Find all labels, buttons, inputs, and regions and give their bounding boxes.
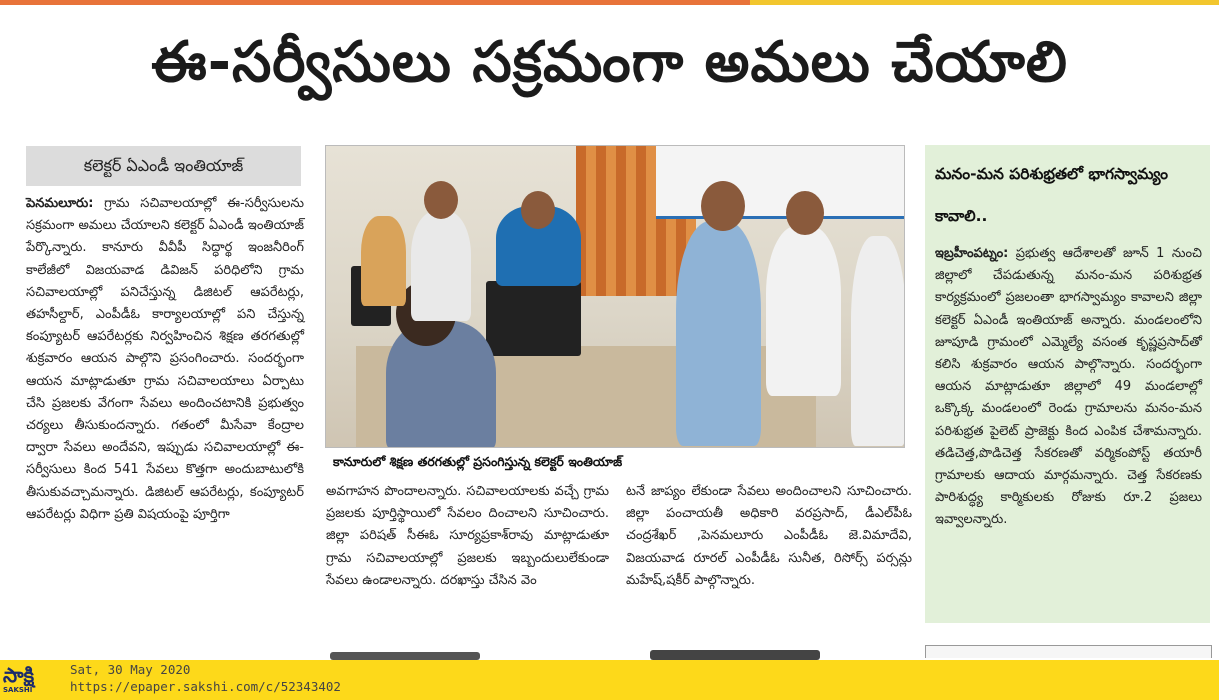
- sidebar-body: [935, 243, 1202, 532]
- sidebar-dateline: ఇబ్రహీంపట్నం:: [935, 246, 1009, 261]
- news-photo: [325, 145, 905, 448]
- next-box-fragment: [925, 645, 1212, 658]
- standing-official-head: [786, 191, 824, 235]
- standing-official-head: [521, 191, 555, 229]
- next-story-fragment: [650, 650, 820, 660]
- computer-monitor-icon: [486, 281, 581, 356]
- article-column-3: టనే జాప్యం లేకుండా సేవలు అందించాలని సూచించారు. జిల్లా పంచాయతీ అధికారి వరప్రసాద్, డీఎల్‌పీఓ చంద్రశేఖర్ ,పెనమలూరు ఎంపీడీఓ జె.విమాదేవి, విజయవాడ రూరల్ ఎంపీడీఓ సునీత, రిసోర్స్ పర్సన్లు మహేష్,షకీర్ పాల్గొన్నారు.: [626, 484, 912, 588]
- footer-bar: [0, 660, 1219, 700]
- article-dateline: పెనమలూరు:: [26, 196, 94, 211]
- photo-caption: కానూరులో శిక్షణ తరగతుల్లో ప్రసంగిస్తున్న కలెక్టర్ ఇంతియాజ్: [333, 454, 623, 469]
- standing-official: [411, 211, 471, 321]
- article-column-1: [26, 193, 304, 526]
- sakshi-logo[interactable]: [3, 664, 63, 696]
- speaking-collector-head: [701, 181, 745, 231]
- top-accent-bar-left: [0, 0, 750, 5]
- photo-banner: [656, 146, 905, 219]
- logo-subtext: SAKSHI: [3, 686, 33, 694]
- sidebar-story: [925, 145, 1210, 623]
- standing-official: [851, 236, 905, 446]
- top-accent-bar-right: [750, 0, 1219, 5]
- sidebar-body-text: ప్రభుత్వ ఆదేశాలతో జూన్ 1 నుంచి జిల్లాలో చేపడుతున్న మనం-మన పరిశుభ్రత కార్యక్రమంలో ప్రజలంతా భాగస్వామ్యం కావాలని జిల్లా కలెక్టర్ ఏఎండీ ఇంతియాజ్ అన్నారు. మండలంలోని జూపూడి గ్రామంలో ఎమ్మెల్యే వసంత కృష్ణప్రసాద్‌తో కలిసి శుక్రవారం ఆయన పాల్గొన్నారు. సందర్భంగా ఆయన మాట్లాడుతూ జిల్లాలో 49 మండలాల్లో ఒక్కొక్క మండలంలో రెండు గ్రామాలను మనం-మన పరిశుభ్రత పైలెట్ ప్రాజెక్టు కింద ఎంపిక చేశామన్నారు. తడిచెత్త,పొడిచెత్త సేకరణతో వర్మికంపోస్ట్ తయారీ గ్రామాలకు ఆదాయ మార్గమన్నారు. చెత్త సేకరణకు పారిశుద్ధ్య కార్మికులకు రోజుకు రూ.2 ప్రజలు ఇవ్వాలన్నారు.: [935, 246, 1202, 528]
- byline: కలెక్టర్ ఏఎండీ ఇంతియాజ్: [26, 146, 301, 186]
- article-column-1-text: గ్రామ సచివాలయాల్లో ఈ-సర్వీసులను సక్రమంగా అమలు చేయాలని కలెక్టర్ ఏఎండీ ఇంతియాజ్ పేర్కొన్నారు. కానూరు వీవీపీ సిద్ధార్థ ఇంజనీరింగ్ కాలేజీలో విజయవాడ డివిజన్ పరిధిలోని గ్రామ సచివాలయాల్లో పనిచేస్తున్న డిజిటల్ ఆపరేటర్లు, తహసీల్దార్, ఎంపీడీఓ కార్యాలయాల్లో పని చేస్తున్న కంప్యూటర్ ఆపరేటర్లకు నిర్వహించిన శిక్షణ తరగతుల్లో శుక్రవారం ఆయన పాల్గొని ప్రసంగించారు. సందర్భంగా ఆయన మాట్లాడుతూ గ్రామ సచివాలయాలు ఏర్పాటు చేసి ప్రజలకు వేగంగా సేవలు అందించటానికి ప్రభుత్వం చర్యలు తీసుకుందన్నారు. గతంలో మీసేవా కేంద్రాల ద్వారా సేవలు అందేవని, ఇప్పుడు సచివాలయాల్లో ఈ-సర్వీసులు కింద 541 సేవలు కొత్తగా అందుబాటులోకి తీసుకువచ్చామన్నారు. డిజిటల్ ఆపరేటర్లు, కంప్యూటర్ ఆపరేటర్లు విధిగా ప్రతి విషయంపై పూర్తిగా: [26, 196, 304, 522]
- standing-official: [361, 216, 406, 306]
- standing-official-head: [424, 181, 458, 219]
- headline: ఈ-సర్వీసులు సక్రమంగా అమలు చేయాలి: [151, 30, 1068, 95]
- standing-official: [766, 226, 841, 396]
- speaking-collector: [676, 221, 761, 446]
- publish-date: Sat, 30 May 2020: [70, 662, 191, 677]
- logo-text: సాక్షి: [3, 663, 35, 687]
- epaper-url[interactable]: https://epaper.sakshi.com/c/52343402: [70, 679, 341, 694]
- article-column-2: అవగాహన పొందాలన్నారు. సచివాలయాలకు వచ్చే గ్రామ ప్రజలకు పూర్తిస్థాయిలో సేవలం దించాలని సూచించారు. జిల్లా పరిషత్ సీఈఓ సూర్యప్రకాశ్‌రావు మాట్లాడుతూ గ్రామ సచివాలయాల్లో ప్రజలకు ఇబ్బందులులేకుండా సేవలు ఉండాలన్నారు. దరఖాస్తు చేసిన వెం: [326, 484, 609, 588]
- sidebar-headline: మనం-మన పరిశుభ్రతలో భాగస్వామ్యం కావాలి..: [935, 165, 1168, 225]
- next-story-fragment: [330, 652, 480, 660]
